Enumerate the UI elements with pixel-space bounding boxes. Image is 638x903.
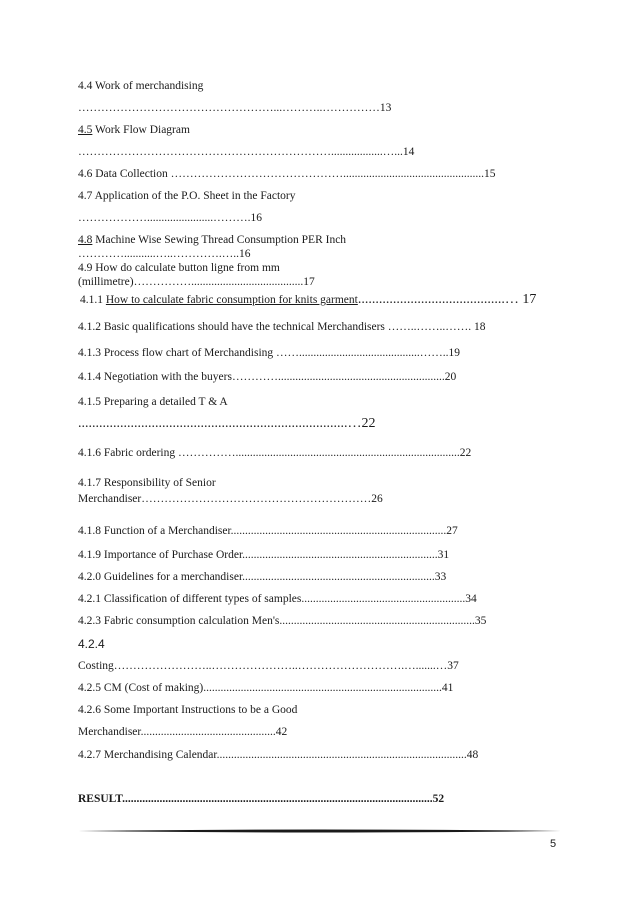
toc-entry-4-6: 4.6 Data Collection ……………………………………….................................................15 xyxy=(78,168,496,180)
toc-entry-4-5-text: Work Flow Diagram xyxy=(92,124,190,136)
toc-entry-4-7-title: 4.7 Application of the P.O. Sheet in the Factory xyxy=(78,190,296,202)
toc-entry-4-9-title: 4.9 How do calculate button ligne from mm xyxy=(78,262,280,274)
toc-entry-4-5-number: 4.5 xyxy=(78,124,93,136)
toc-entry-4-8-leader: …………...........…..………….…..16 xyxy=(78,248,251,260)
toc-entry-4-1-5-title: 4.1.5 Preparing a detailed T & A xyxy=(78,396,228,408)
toc-entry-4-2-4-number: 4.2.4 xyxy=(78,637,105,651)
toc-entry-4-1-1-leader: ..........................................… 17 xyxy=(357,292,537,307)
toc-entry-4-2-6-title: 4.2.6 Some Important Instructions to be a Good xyxy=(78,704,298,716)
toc-entry-4-1-6: 4.1.6 Fabric ordering ……………..............................................................................22 xyxy=(78,447,472,459)
toc-entry-4-8-number: 4.8 xyxy=(78,234,93,246)
toc-entry-4-2-7: 4.2.7 Merchandising Calendar.......................................................................................48 xyxy=(78,749,479,761)
toc-entry-4-1-7-title: 4.1.7 Responsibility of Senior xyxy=(78,477,216,489)
page-number: 5 xyxy=(550,838,557,850)
toc-entry-4-1-1-number: 4.1.1 xyxy=(80,294,106,306)
toc-entry-4-7-leader: ……………….......................……….16 xyxy=(78,212,262,224)
toc-entry-4-9-leader: (millimetre)…………….......................................17 xyxy=(78,276,315,288)
footer-divider xyxy=(78,829,561,833)
toc-entry-4-2-4-leader: Costing……………………..…………………..……………………….….......…37 xyxy=(78,660,459,672)
toc-entry-4-8-text: Machine Wise Sewing Thread Consumption PER Inch xyxy=(92,234,347,246)
toc-entry-4-2-0: 4.2.0 Guidelines for a merchandiser...................................................................33 xyxy=(78,571,447,583)
toc-entry-4-2-1: 4.2.1 Classification of different types of samples.........................................................34 xyxy=(78,593,477,605)
toc-entry-result: RESULT............................................................................................................52 xyxy=(78,793,445,805)
toc-entry-4-1-4: 4.1.4 Negotiation with the buyers…………..........................................................20 xyxy=(78,371,457,383)
toc-entry-4-1-1-link[interactable]: How to calculate fabric consumption for knits garment xyxy=(105,294,358,306)
toc-entry-4-2-6-leader: Merchandiser...............................................42 xyxy=(78,726,288,738)
toc-entry-4-1-2: 4.1.2 Basic qualifications should have the technical Merchandisers ……..……..……. 18 xyxy=(78,321,486,333)
toc-entry-4-2-3: 4.2.3 Fabric consumption calculation Men's....................................................................35 xyxy=(78,615,487,627)
toc-entry-4-1-8: 4.1.8 Function of a Merchandiser...........................................................................27 xyxy=(78,525,458,537)
toc-entry-4-4-title: 4.4 Work of merchandising xyxy=(78,80,204,92)
toc-entry-4-1-5-leader: .............................................................................…22 xyxy=(78,416,376,431)
toc-entry-4-8-title xyxy=(78,233,346,247)
toc-entry-4-4-leader: ……………………………………………...………..……………13 xyxy=(78,102,392,114)
toc-entry-4-1-3: 4.1.3 Process flow chart of Merchandising ……..........................................……..19 xyxy=(78,347,461,359)
toc-entry-4-5-leader: …………………………………………………………..................…...14 xyxy=(78,146,415,158)
toc-entry-4-2-5: 4.2.5 CM (Cost of making)...................................................................................41 xyxy=(78,682,454,694)
toc-entry-4-1-1 xyxy=(80,293,536,307)
toc-entry-4-1-7-leader: Merchandiser……………………………………………………26 xyxy=(78,493,383,505)
toc-entry-4-1-9: 4.1.9 Importance of Purchase Order....................................................................31 xyxy=(78,549,450,561)
toc-entry-4-5-title xyxy=(78,123,190,137)
